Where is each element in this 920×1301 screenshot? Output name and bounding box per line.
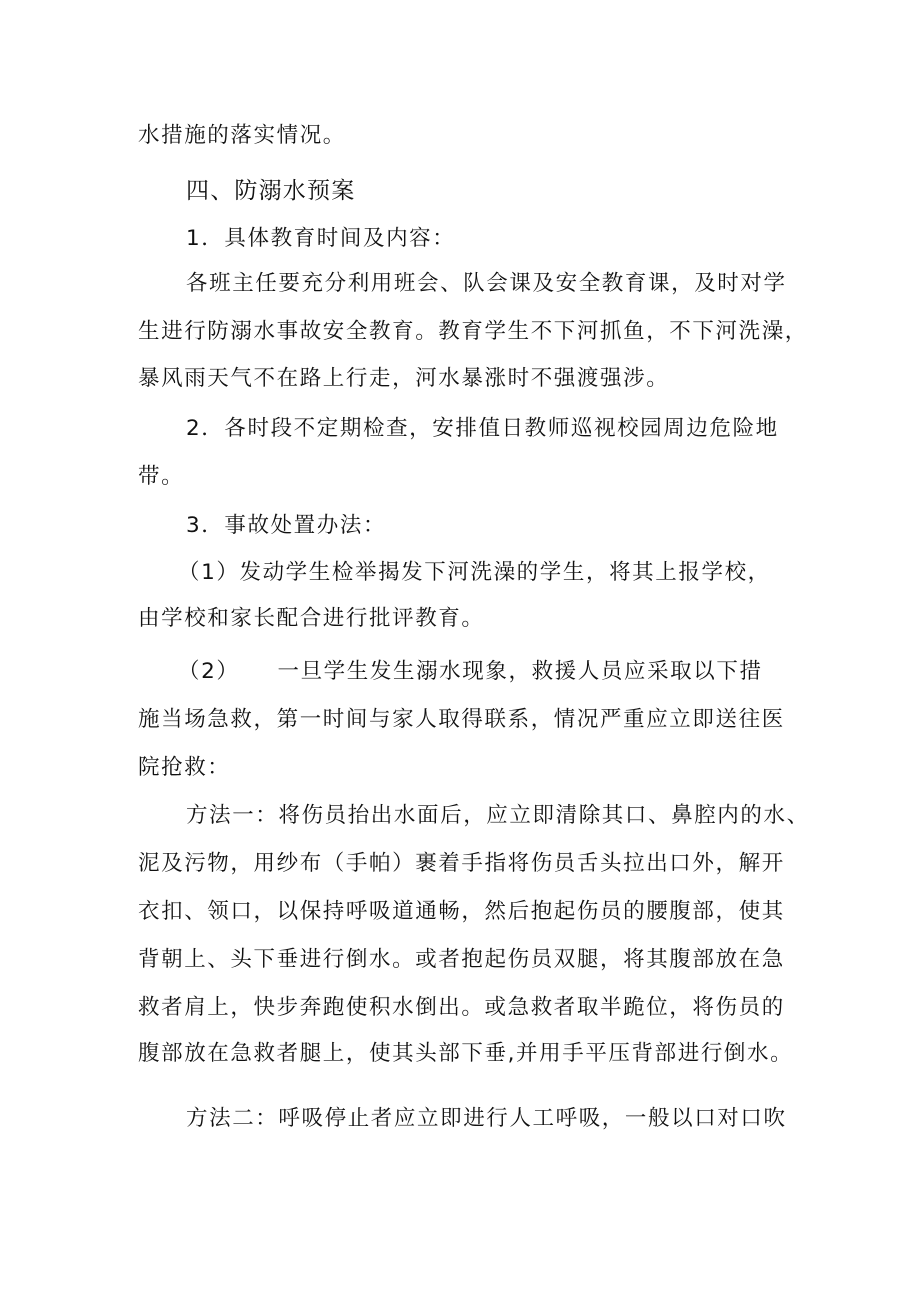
paragraph-line: 带。 [138, 464, 185, 489]
paragraph-line: 背朝上、头下垂进行倒水。或者抱起伤员双腿，将其腹部放在急 [138, 947, 785, 972]
paragraph-line [178, 657, 838, 687]
paragraph-line: 方法二：呼吸停止者应立即进行人工呼吸，一般以口对口吹 [186, 1106, 787, 1131]
paragraph-line: 施当场急救，第一时间与家人取得联系，情况严重应立即送往医 [138, 707, 785, 732]
paragraph-line: （1）发动学生检举揭发下河洗澡的学生，将其上报学校， [178, 560, 771, 585]
section-heading: 四、防溺水预案 [186, 178, 356, 204]
paragraph-line: 腹部放在急救者腿上，使其头部下垂,并用手平压背部进行倒水。 [138, 1041, 794, 1066]
paragraph-line: 泥及污物，用纱布（手帕）裹着手指将伤员舌头拉出口外，解开 [138, 851, 785, 876]
paragraph-line: 生进行防溺水事故安全教育。教育学生不下河抓鱼，不下河洗澡， [138, 319, 808, 344]
sub-item-number: （2） [178, 659, 240, 684]
paragraph-line: 暴风雨天气不在路上行走，河水暴涨时不强渡强涉。 [138, 366, 670, 391]
list-item-title: 2．各时段不定期检查，安排值日教师巡视校园周边危险地 [186, 416, 779, 441]
paragraph-line: 救者肩上，快步奔跑使积水倒出。或急救者取半跪位，将伤员的 [138, 995, 785, 1020]
sub-item-text: 一旦学生发生溺水现象，救援人员应采取以下措 [277, 659, 763, 684]
paragraph-line: 由学校和家长配合进行批评教育。 [138, 606, 485, 631]
paragraph-line: 水措施的落实情况。 [138, 123, 346, 148]
paragraph-line: 衣扣、领口，以保持呼吸道通畅，然后抱起伤员的腰腹部，使其 [138, 899, 785, 924]
list-item-title: 1．具体教育时间及内容： [186, 226, 456, 251]
paragraph-line: 各班主任要充分利用班会、队会课及安全教育课，及时对学 [186, 271, 787, 296]
paragraph-line: 院抢救： [138, 755, 231, 780]
paragraph-line: 方法一：将伤员抬出水面后，应立即清除其口、鼻腔内的水、 [186, 803, 810, 828]
list-item-title: 3．事故处置办法： [186, 513, 387, 538]
